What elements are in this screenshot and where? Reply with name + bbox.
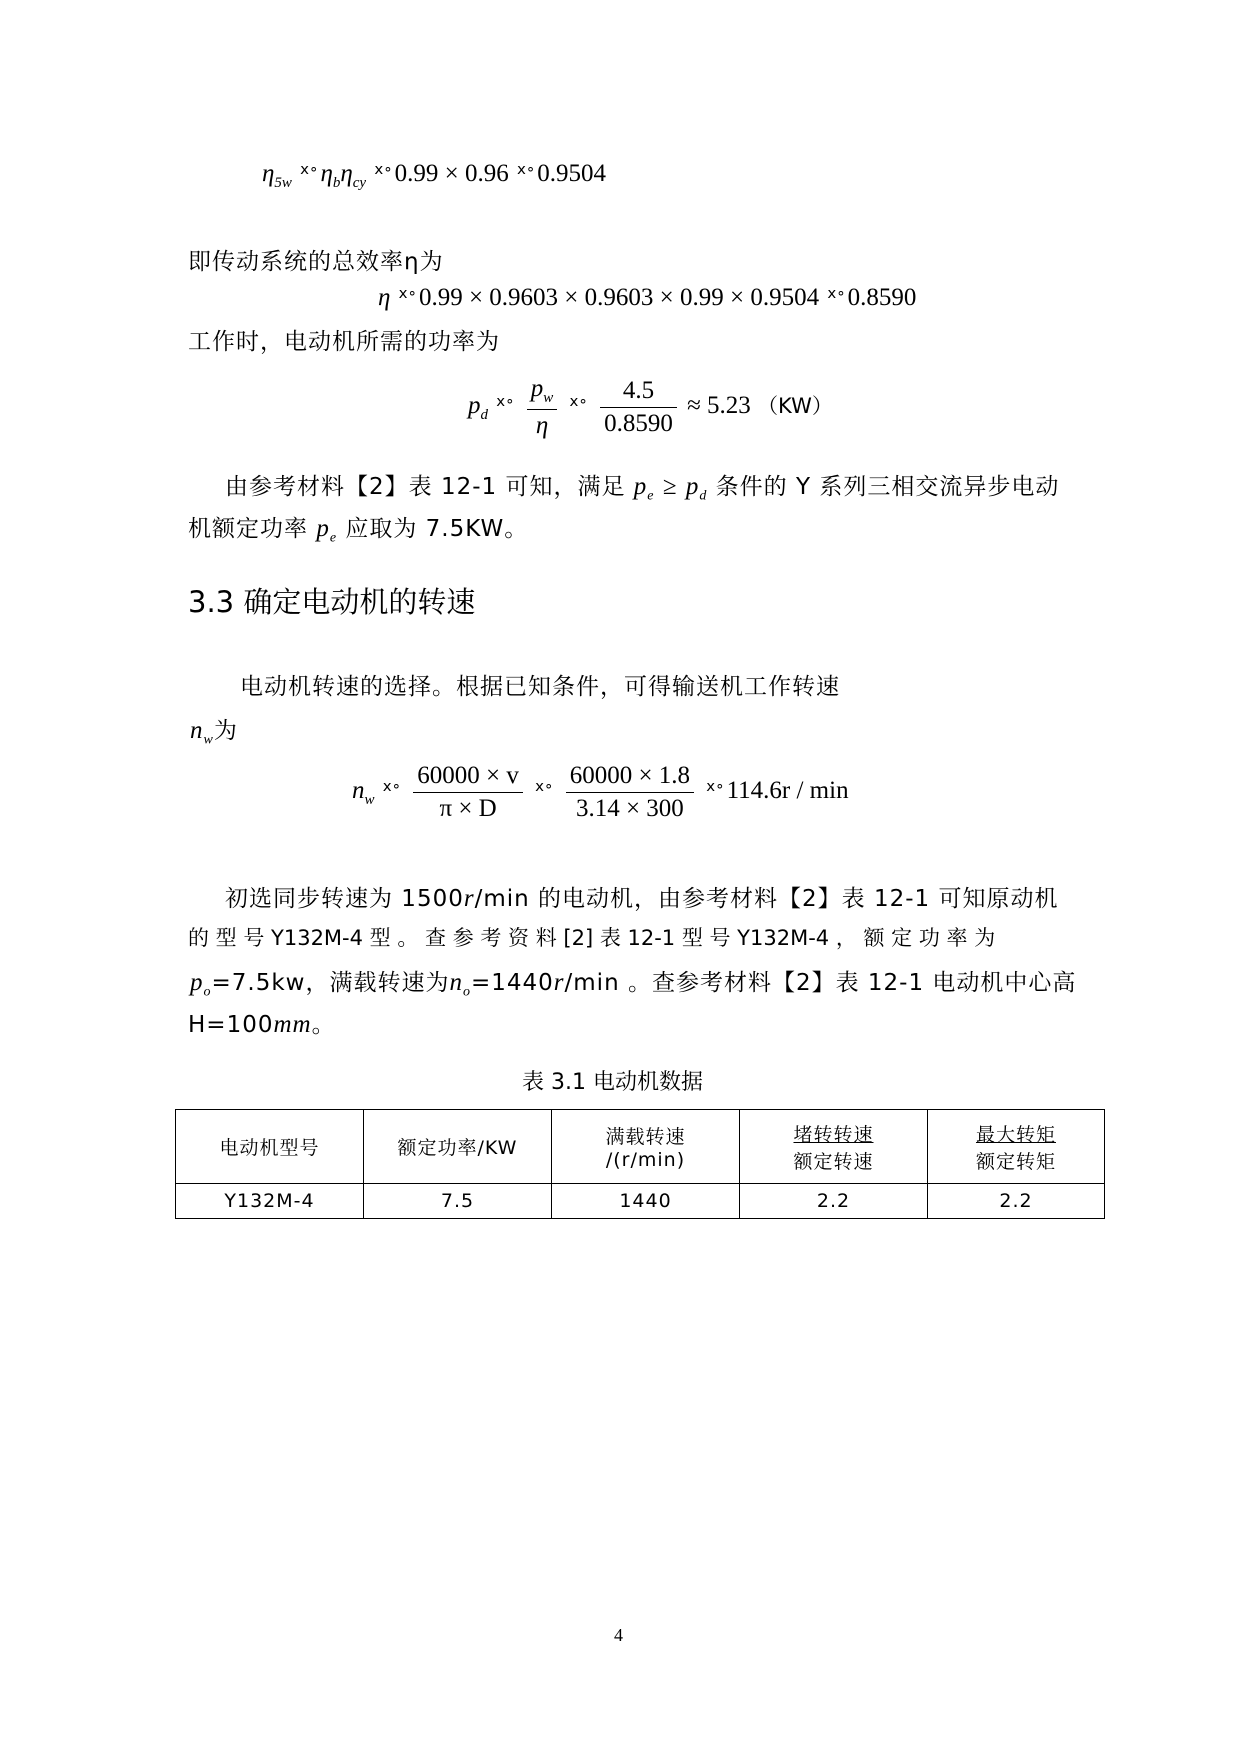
text: /min 。查参考材料【2】表 12-1 电动机中心高 bbox=[564, 970, 1077, 996]
equation-eta-total bbox=[378, 284, 916, 312]
subscript: d bbox=[699, 488, 708, 504]
symbol: η bbox=[378, 284, 391, 311]
result: 0.8590 bbox=[847, 284, 917, 311]
fraction bbox=[413, 762, 523, 823]
header-cell bbox=[928, 1110, 1105, 1184]
operator: ⅹ∘ bbox=[827, 286, 846, 302]
numerator: p bbox=[530, 375, 544, 402]
result: 0.9504 bbox=[537, 160, 607, 187]
paragraph-speed-line2 bbox=[190, 712, 238, 749]
symbol: r bbox=[553, 969, 565, 996]
text: 机额定功率 bbox=[188, 516, 308, 542]
subscript: e bbox=[647, 488, 655, 504]
operator: ⅹ∘ bbox=[300, 162, 319, 178]
header-text: 额定转矩 bbox=[975, 1150, 1056, 1173]
table-cell: 1440 bbox=[552, 1184, 740, 1219]
numerator: 4.5 bbox=[600, 377, 677, 408]
paragraph-motor-line2: 的 型 号 Y132M-4 型 。 查 参 考 资 料 [2] 表 12-1 型 号 Y132M-4 ， 额 定 功 率 为 bbox=[188, 926, 996, 950]
table-cell: 7.5 bbox=[364, 1184, 552, 1219]
result: ≈ 5.23 bbox=[687, 392, 751, 420]
text: 为 bbox=[213, 718, 238, 744]
header-text: 最大转矩 bbox=[975, 1123, 1056, 1146]
equation-pd bbox=[468, 375, 833, 440]
text: 由参考材料【2】表 12-1 可知，满足 bbox=[225, 474, 626, 500]
subscript: cy bbox=[352, 175, 367, 191]
paragraph-motor-line1 bbox=[225, 880, 1058, 913]
text: /min 的电动机，由参考材料【2】表 12-1 可知原动机 bbox=[474, 886, 1059, 912]
table-header-row bbox=[176, 1110, 1105, 1184]
header-text: 堵转转速 bbox=[793, 1123, 874, 1146]
operator: ⅹ∘ bbox=[382, 779, 402, 796]
header-cell: 电动机型号 bbox=[176, 1110, 364, 1184]
subscript: w bbox=[364, 792, 375, 809]
text: =1440 bbox=[470, 970, 554, 996]
subscript: w bbox=[203, 732, 214, 748]
symbol: p bbox=[685, 473, 700, 500]
symbol: n bbox=[449, 969, 463, 996]
operator: ⅹ∘ bbox=[535, 779, 554, 796]
page-number: 4 bbox=[614, 1625, 623, 1645]
subscript: b bbox=[332, 175, 341, 191]
expression: 0.99 × 0.9603 × 0.9603 × 0.99 × 0.9504 bbox=[418, 284, 820, 311]
expression: 0.99 × 0.96 bbox=[394, 160, 509, 187]
text: 条件的 Y 系列三相交流异步电动 bbox=[715, 474, 1060, 500]
motor-data-table bbox=[175, 1109, 1105, 1219]
symbol: η bbox=[320, 160, 333, 187]
result: 114.6r / min bbox=[726, 777, 849, 805]
table-cell: 2.2 bbox=[928, 1184, 1105, 1219]
fraction bbox=[527, 375, 558, 440]
denominator: 3.14 × 300 bbox=[575, 795, 684, 822]
header-cell: 额定功率/KW bbox=[364, 1110, 552, 1184]
header-text: 满载转速 bbox=[605, 1126, 686, 1148]
header-cell bbox=[740, 1110, 928, 1184]
operator: ⅹ∘ bbox=[398, 286, 417, 302]
operator: ⅹ∘ bbox=[516, 162, 536, 178]
subscript: w bbox=[543, 390, 554, 406]
symbol: p bbox=[316, 515, 330, 542]
subscript: 5w bbox=[274, 175, 292, 191]
subscript: d bbox=[480, 407, 488, 424]
subscript: o bbox=[203, 984, 212, 1000]
header-text: 额定转速 bbox=[793, 1150, 874, 1173]
equation-eta-5w bbox=[262, 160, 606, 192]
paragraph-total-efficiency: 即传动系统的总效率η为 bbox=[188, 249, 444, 275]
operator: ⅹ∘ bbox=[496, 394, 515, 411]
paragraph-motor-line4 bbox=[188, 1006, 336, 1039]
subscript: o bbox=[462, 984, 471, 1000]
text: =7.5kw，满载转速为 bbox=[211, 970, 450, 996]
subscript: e bbox=[329, 530, 338, 546]
operator: ⅹ∘ bbox=[374, 162, 393, 178]
operator: ≥ bbox=[662, 473, 678, 500]
denominator: 0.8590 bbox=[604, 410, 673, 437]
operator: ⅹ∘ bbox=[569, 394, 588, 411]
paragraph-motor-line3 bbox=[190, 964, 1076, 1001]
paragraph-power: 工作时，电动机所需的功率为 bbox=[188, 329, 500, 355]
table-row bbox=[176, 1184, 1105, 1219]
table-caption: 表 3.1 电动机数据 bbox=[522, 1070, 703, 1095]
table-cell: 2.2 bbox=[740, 1184, 928, 1219]
text: 应取为 7.5KW。 bbox=[345, 516, 529, 542]
header-cell bbox=[552, 1110, 740, 1184]
text: H=100 bbox=[188, 1012, 274, 1038]
symbol: n bbox=[190, 717, 204, 744]
table-cell: Y132M-4 bbox=[176, 1184, 364, 1219]
symbol: mm bbox=[273, 1011, 312, 1038]
denominator: η bbox=[535, 412, 549, 439]
symbol: n bbox=[352, 777, 365, 805]
fraction bbox=[566, 762, 694, 823]
numerator: 60000 × 1.8 bbox=[566, 762, 694, 793]
unit: （KW） bbox=[757, 394, 833, 419]
equation-nw bbox=[352, 762, 849, 823]
text: 。 bbox=[311, 1012, 336, 1038]
fraction bbox=[600, 377, 677, 438]
symbol: η bbox=[340, 160, 353, 187]
paragraph-selection-line2 bbox=[188, 510, 528, 547]
paragraph-speed-line1: 电动机转速的选择。根据已知条件，可得输送机工作转速 bbox=[240, 674, 840, 700]
symbol: r bbox=[463, 885, 475, 912]
text: 初选同步转速为 1500 bbox=[225, 886, 464, 912]
paragraph-selection-line1 bbox=[225, 468, 1059, 505]
symbol: η bbox=[262, 160, 275, 187]
numerator: 60000 × v bbox=[413, 762, 523, 793]
symbol: p bbox=[468, 392, 481, 420]
denominator: π × D bbox=[439, 795, 497, 822]
symbol: p bbox=[633, 473, 648, 500]
symbol: p bbox=[190, 969, 204, 996]
section-heading: 3.3 确定电动机的转速 bbox=[188, 585, 476, 619]
header-text: /(r/min) bbox=[605, 1149, 686, 1171]
operator: ⅹ∘ bbox=[706, 779, 725, 796]
